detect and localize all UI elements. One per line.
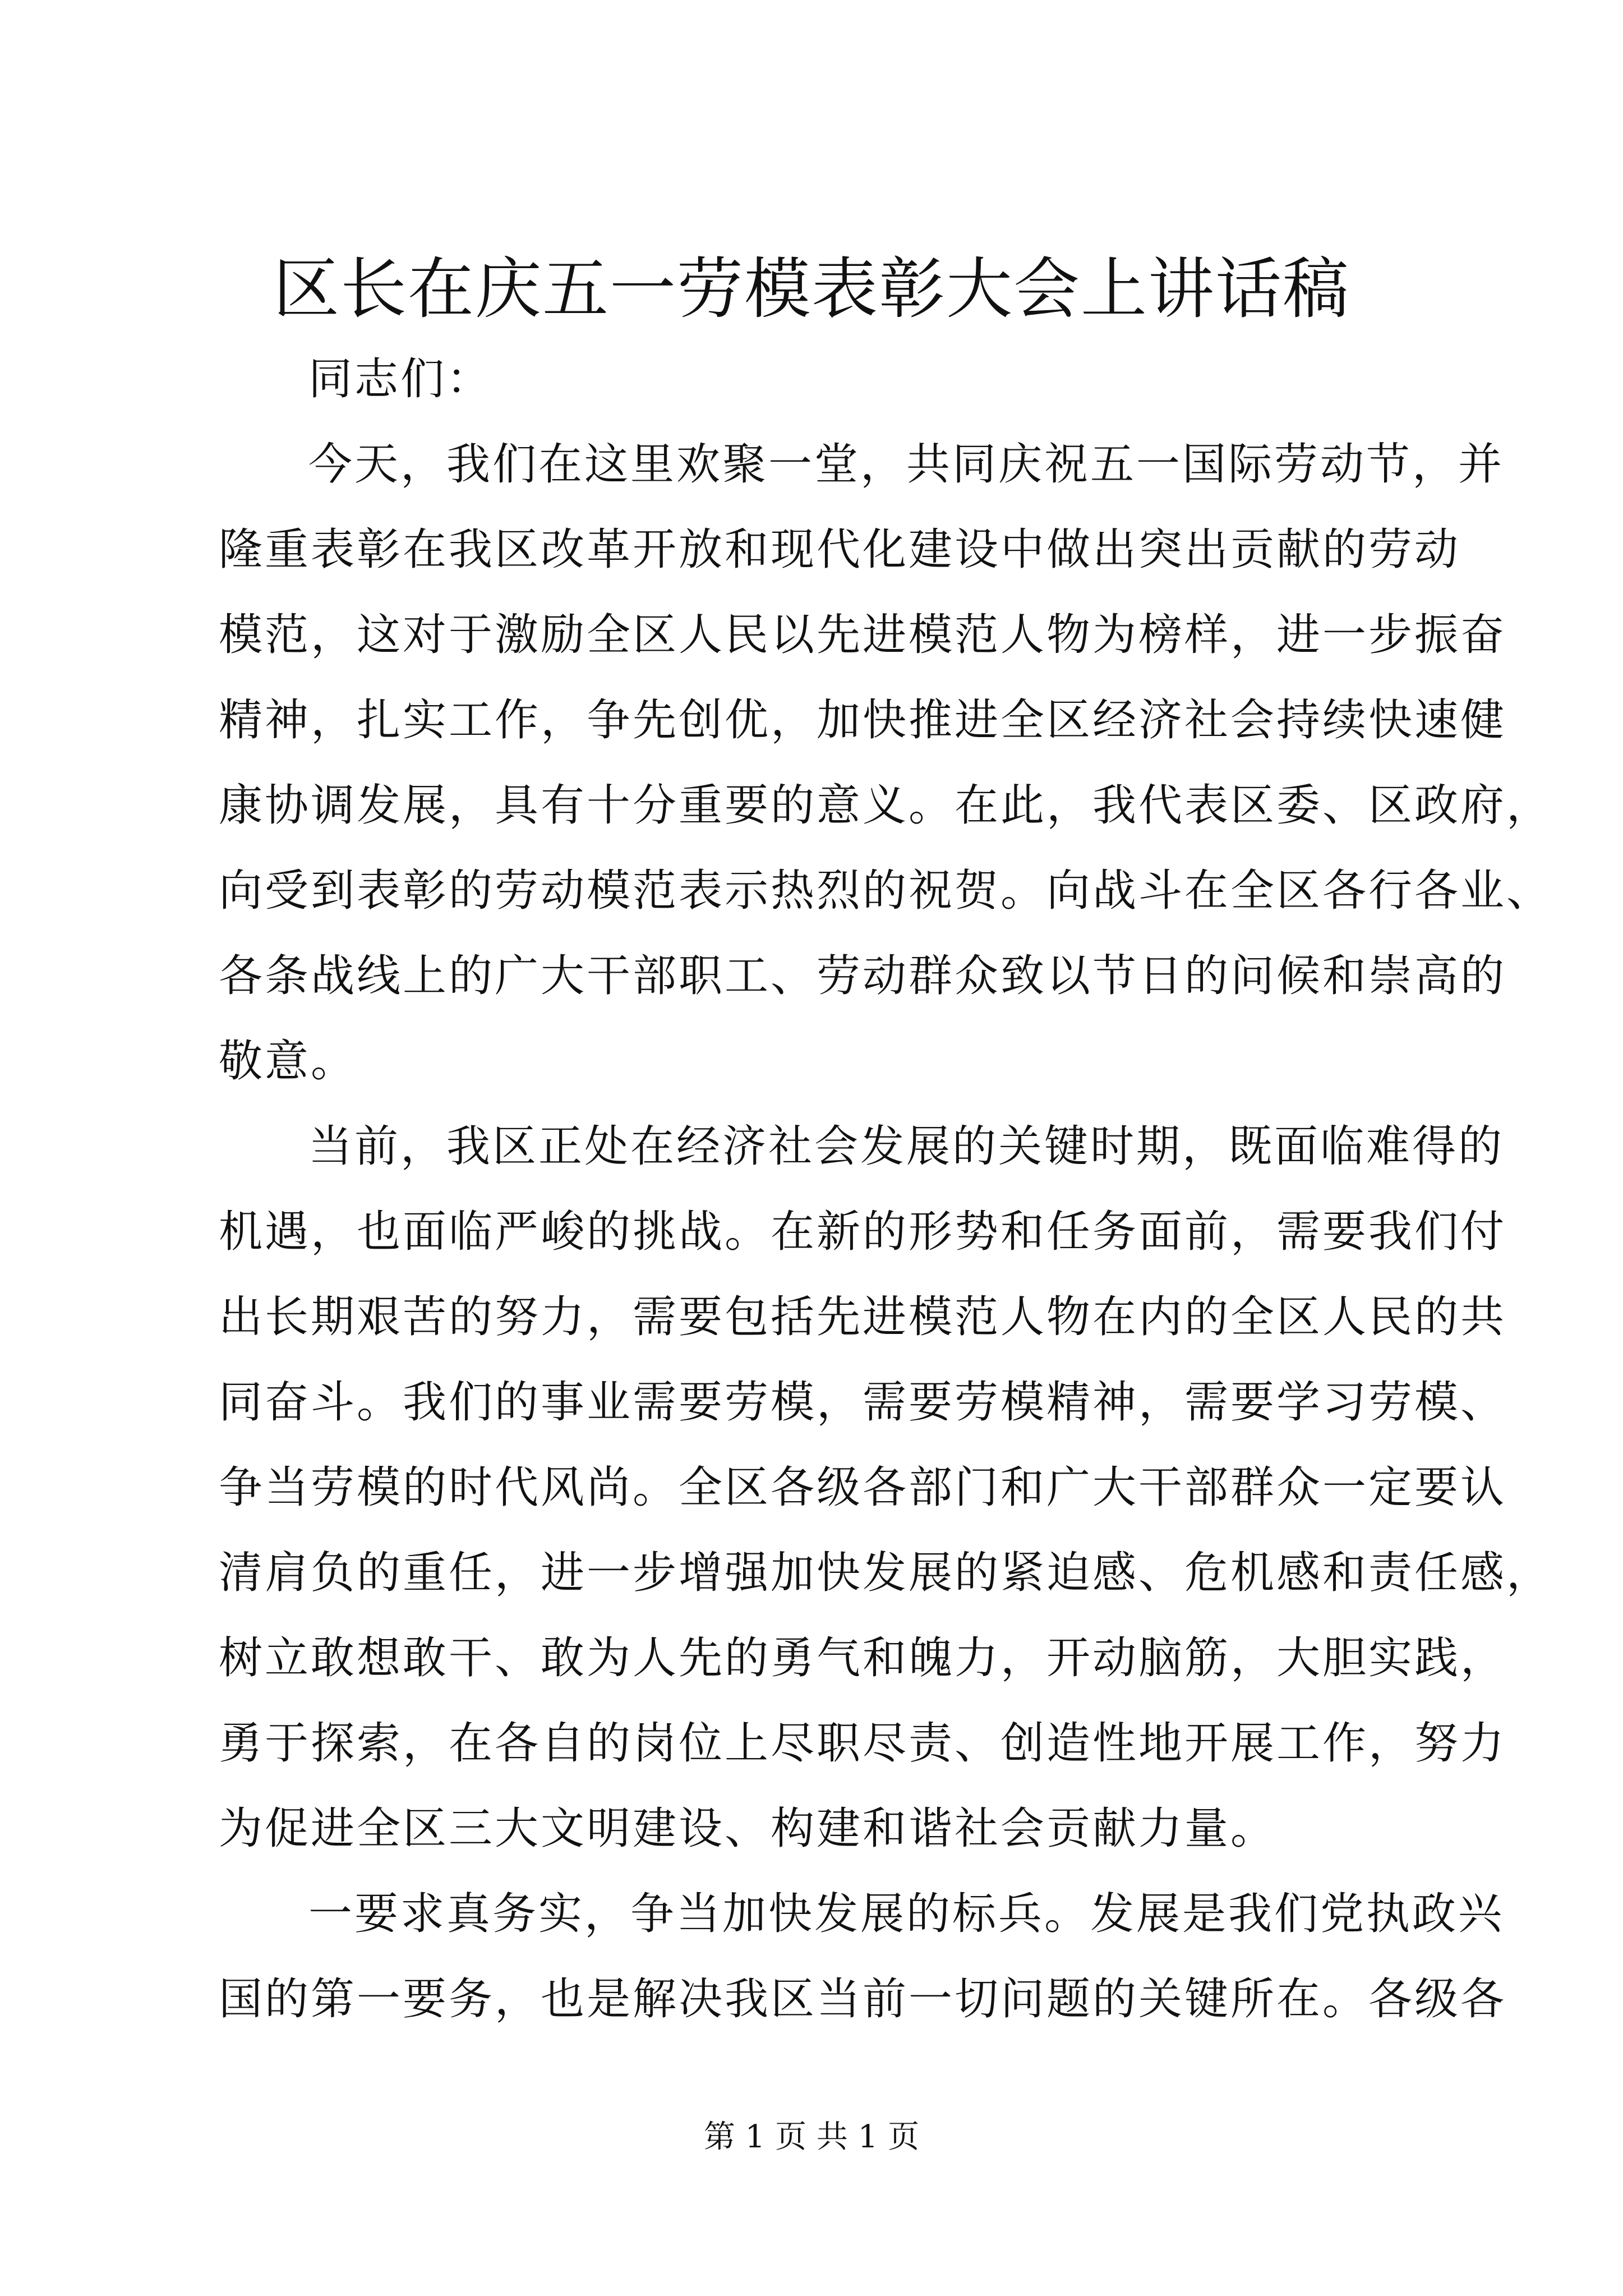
paragraph-3-line-2: 国的第一要务，也是解决我区当前一切问题的关键所在。各级各 — [219, 1974, 1507, 2024]
page-footer: 第 1 页 共 1 页 — [703, 2119, 920, 2155]
paragraph-2-line-6: 清肩负的重任，进一步增强加快发展的紧迫感、危机感和责任感， — [219, 1548, 1553, 1598]
paragraph-1-line-4: 精神，扎实工作，争先创优，加快推进全区经济社会持续快速健 — [219, 695, 1507, 746]
paragraph-2-line-9: 为促进全区三大文明建设、构建和谐社会贡献力量。 — [219, 1803, 1277, 1854]
paragraph-2-line-3: 出长期艰苦的努力，需要包括先进模范人物在内的全区人民的共 — [219, 1292, 1507, 1342]
paragraph-1-line-2: 隆重表彰在我区改革开放和现代化建设中做出突出贡献的劳动 — [219, 524, 1461, 575]
salutation-line: 同志们： — [308, 354, 493, 404]
paragraph-1-line-8: 敬意。 — [219, 1036, 357, 1087]
paragraph-3-line-1: 一要求真务实，争当加快发展的标兵。发展是我们党执政兴 — [308, 1889, 1505, 1939]
paragraph-1-line-7: 各条战线上的广大干部职工、劳动群众致以节日的问候和崇高的 — [219, 951, 1507, 1001]
paragraph-2-line-4: 同奋斗。我们的事业需要劳模，需要劳模精神，需要学习劳模、 — [219, 1377, 1507, 1428]
paragraph-2-line-5: 争当劳模的时代风尚。全区各级各部门和广大干部群众一定要认 — [219, 1462, 1507, 1513]
paragraph-1-line-6: 向受到表彰的劳动模范表示热烈的祝贺。向战斗在全区各行各业、 — [219, 866, 1553, 916]
document-body — [219, 337, 1553, 2042]
paragraph-2-line-8: 勇于探索，在各自的岗位上尽职尽责、创造性地开展工作，努力 — [219, 1718, 1507, 1769]
paragraph-2-line-2: 机遇，也面临严峻的挑战。在新的形势和任务面前，需要我们付 — [219, 1207, 1507, 1257]
paragraph-1-line-3: 模范，这对于激励全区人民以先进模范人物为榜样，进一步振奋 — [219, 610, 1507, 660]
paragraph-1-line-1: 今天，我们在这里欢聚一堂，共同庆祝五一国际劳动节，并 — [308, 439, 1505, 490]
document-title: 区长在庆五一劳模表彰大会上讲话稿 — [273, 250, 1350, 328]
paragraph-2-line-7: 树立敢想敢干、敢为人先的勇气和魄力，开动脑筋，大胆实践， — [219, 1633, 1507, 1683]
paragraph-1-line-5: 康协调发展，具有十分重要的意义。在此，我代表区委、区政府， — [219, 780, 1553, 831]
paragraph-2-line-1: 当前，我区正处在经济社会发展的关键时期，既面临难得的 — [308, 1121, 1505, 1172]
